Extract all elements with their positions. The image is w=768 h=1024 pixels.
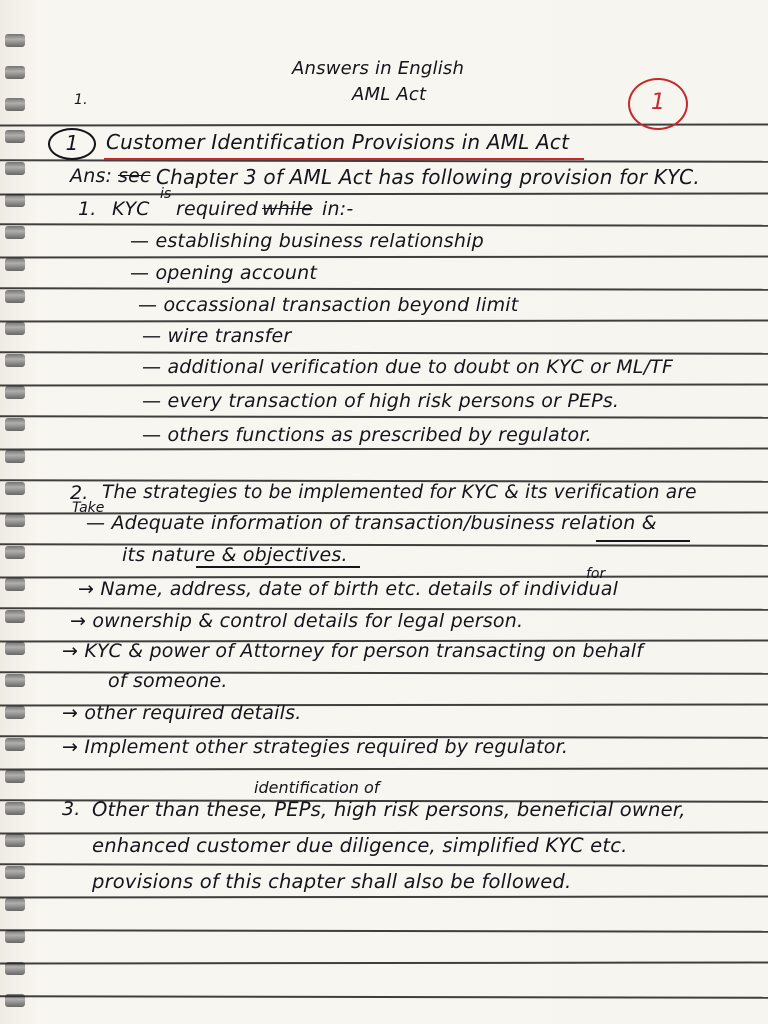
point2-item: → other required details. <box>62 702 302 724</box>
page-number-circle: 1 <box>628 78 688 130</box>
spiral-ring <box>5 706 25 719</box>
spiral-ring <box>5 802 25 815</box>
point1-item: — establishing business relationship <box>130 230 484 252</box>
relation-underline <box>596 540 690 542</box>
spiral-ring <box>5 674 25 687</box>
spiral-ring <box>5 130 25 143</box>
point2-item: of someone. <box>108 670 228 692</box>
header-line-1: Answers in English <box>292 58 465 79</box>
ruled-line <box>0 351 768 355</box>
point1-item: — additional verification due to doubt on KYC or ML/TF <box>142 356 674 378</box>
point1-item: — others functions as prescribed by regulator. <box>142 424 592 446</box>
spiral-ring <box>5 642 25 655</box>
ruled-line <box>0 383 768 386</box>
point1-item: — occassional transaction beyond limit <box>138 294 519 316</box>
spiral-ring <box>5 162 25 175</box>
point1-item: — wire transfer <box>142 325 292 347</box>
spiral-ring <box>5 482 25 495</box>
objectives-underline <box>196 566 360 568</box>
point1-label: 1. <box>78 198 97 220</box>
point1-required: required <box>176 198 259 220</box>
spiral-ring <box>5 386 25 399</box>
header-line-2: AML Act <box>352 84 427 105</box>
point2-item: its nature & objectives. <box>122 544 348 566</box>
stray-mark: 1. <box>74 92 88 108</box>
spiral-ring <box>5 290 25 303</box>
point1-struck-while: while <box>262 198 313 220</box>
spiral-ring <box>5 546 25 559</box>
ruled-line <box>0 223 768 227</box>
point1-kyc: KYC <box>112 198 150 220</box>
spiral-ring <box>5 578 25 591</box>
spiral-ring <box>5 194 25 207</box>
title-underline <box>104 158 584 160</box>
point2-item: → Implement other strategies required by regulator. <box>62 736 569 758</box>
spiral-ring <box>5 34 25 47</box>
spiral-ring <box>5 770 25 783</box>
ruled-line <box>0 447 768 450</box>
ruled-line <box>0 961 768 964</box>
spiral-ring <box>5 610 25 623</box>
spiral-ring <box>5 898 25 911</box>
point3-insert: identification of <box>254 778 380 797</box>
ruled-line <box>0 995 768 999</box>
ruled-line <box>0 895 768 898</box>
ruled-line <box>0 255 768 258</box>
spiral-ring <box>5 930 25 943</box>
spiral-ring <box>5 834 25 847</box>
spiral-ring <box>5 226 25 239</box>
point2-label: 2. <box>70 482 89 504</box>
spiral-ring <box>5 514 25 527</box>
spiral-ring <box>5 98 25 111</box>
point2-insert-for: for <box>586 566 606 582</box>
ruled-line <box>0 287 768 291</box>
ruled-line <box>0 863 768 867</box>
point1-item: — every transaction of high risk persons or PEPs. <box>142 390 620 412</box>
spiral-ring <box>5 866 25 879</box>
point2-item: — Adequate information of transaction/business relation & <box>86 512 657 534</box>
ruled-line <box>0 543 768 547</box>
point2-item: → KYC & power of Attorney for person transacting on behalf <box>62 640 644 662</box>
point3-line: provisions of this chapter shall also be followed. <box>92 870 572 893</box>
ruled-line <box>0 929 768 933</box>
point2-item: → Name, address, date of birth etc. details of individual <box>78 578 619 600</box>
point3-line: Other than these, PEPs, high risk persons, beneficial owner, <box>92 798 686 821</box>
spiral-ring <box>5 258 25 271</box>
point2-text: The strategies to be implemented for KYC & its verification are <box>102 482 697 503</box>
spiral-ring <box>5 738 25 751</box>
question-title: Customer Identification Provisions in AML Act <box>106 130 570 154</box>
spiral-ring <box>5 354 25 367</box>
point3-label: 3. <box>62 798 81 820</box>
spiral-ring <box>5 66 25 79</box>
answer-text: Chapter 3 of AML Act has following provision for KYC. <box>156 165 700 189</box>
spiral-ring <box>5 450 25 463</box>
point3-line: enhanced customer due diligence, simplified KYC etc. <box>92 834 628 857</box>
ruled-line <box>0 415 768 419</box>
point1-in: in:- <box>322 198 354 220</box>
point1-insert-is: is <box>160 186 172 202</box>
ruled-line <box>0 767 768 770</box>
answer-struck-word: sec <box>118 165 151 187</box>
spiral-ring <box>5 322 25 335</box>
point2-insert-take: Take <box>72 500 105 516</box>
ruled-line <box>0 192 768 195</box>
point1-item: — opening account <box>130 262 317 284</box>
question-number: 1 <box>48 128 96 160</box>
answer-prefix: Ans: <box>70 165 113 187</box>
point2-item: → ownership & control details for legal person. <box>70 610 524 632</box>
spiral-ring <box>5 418 25 431</box>
ruled-line <box>0 319 768 322</box>
